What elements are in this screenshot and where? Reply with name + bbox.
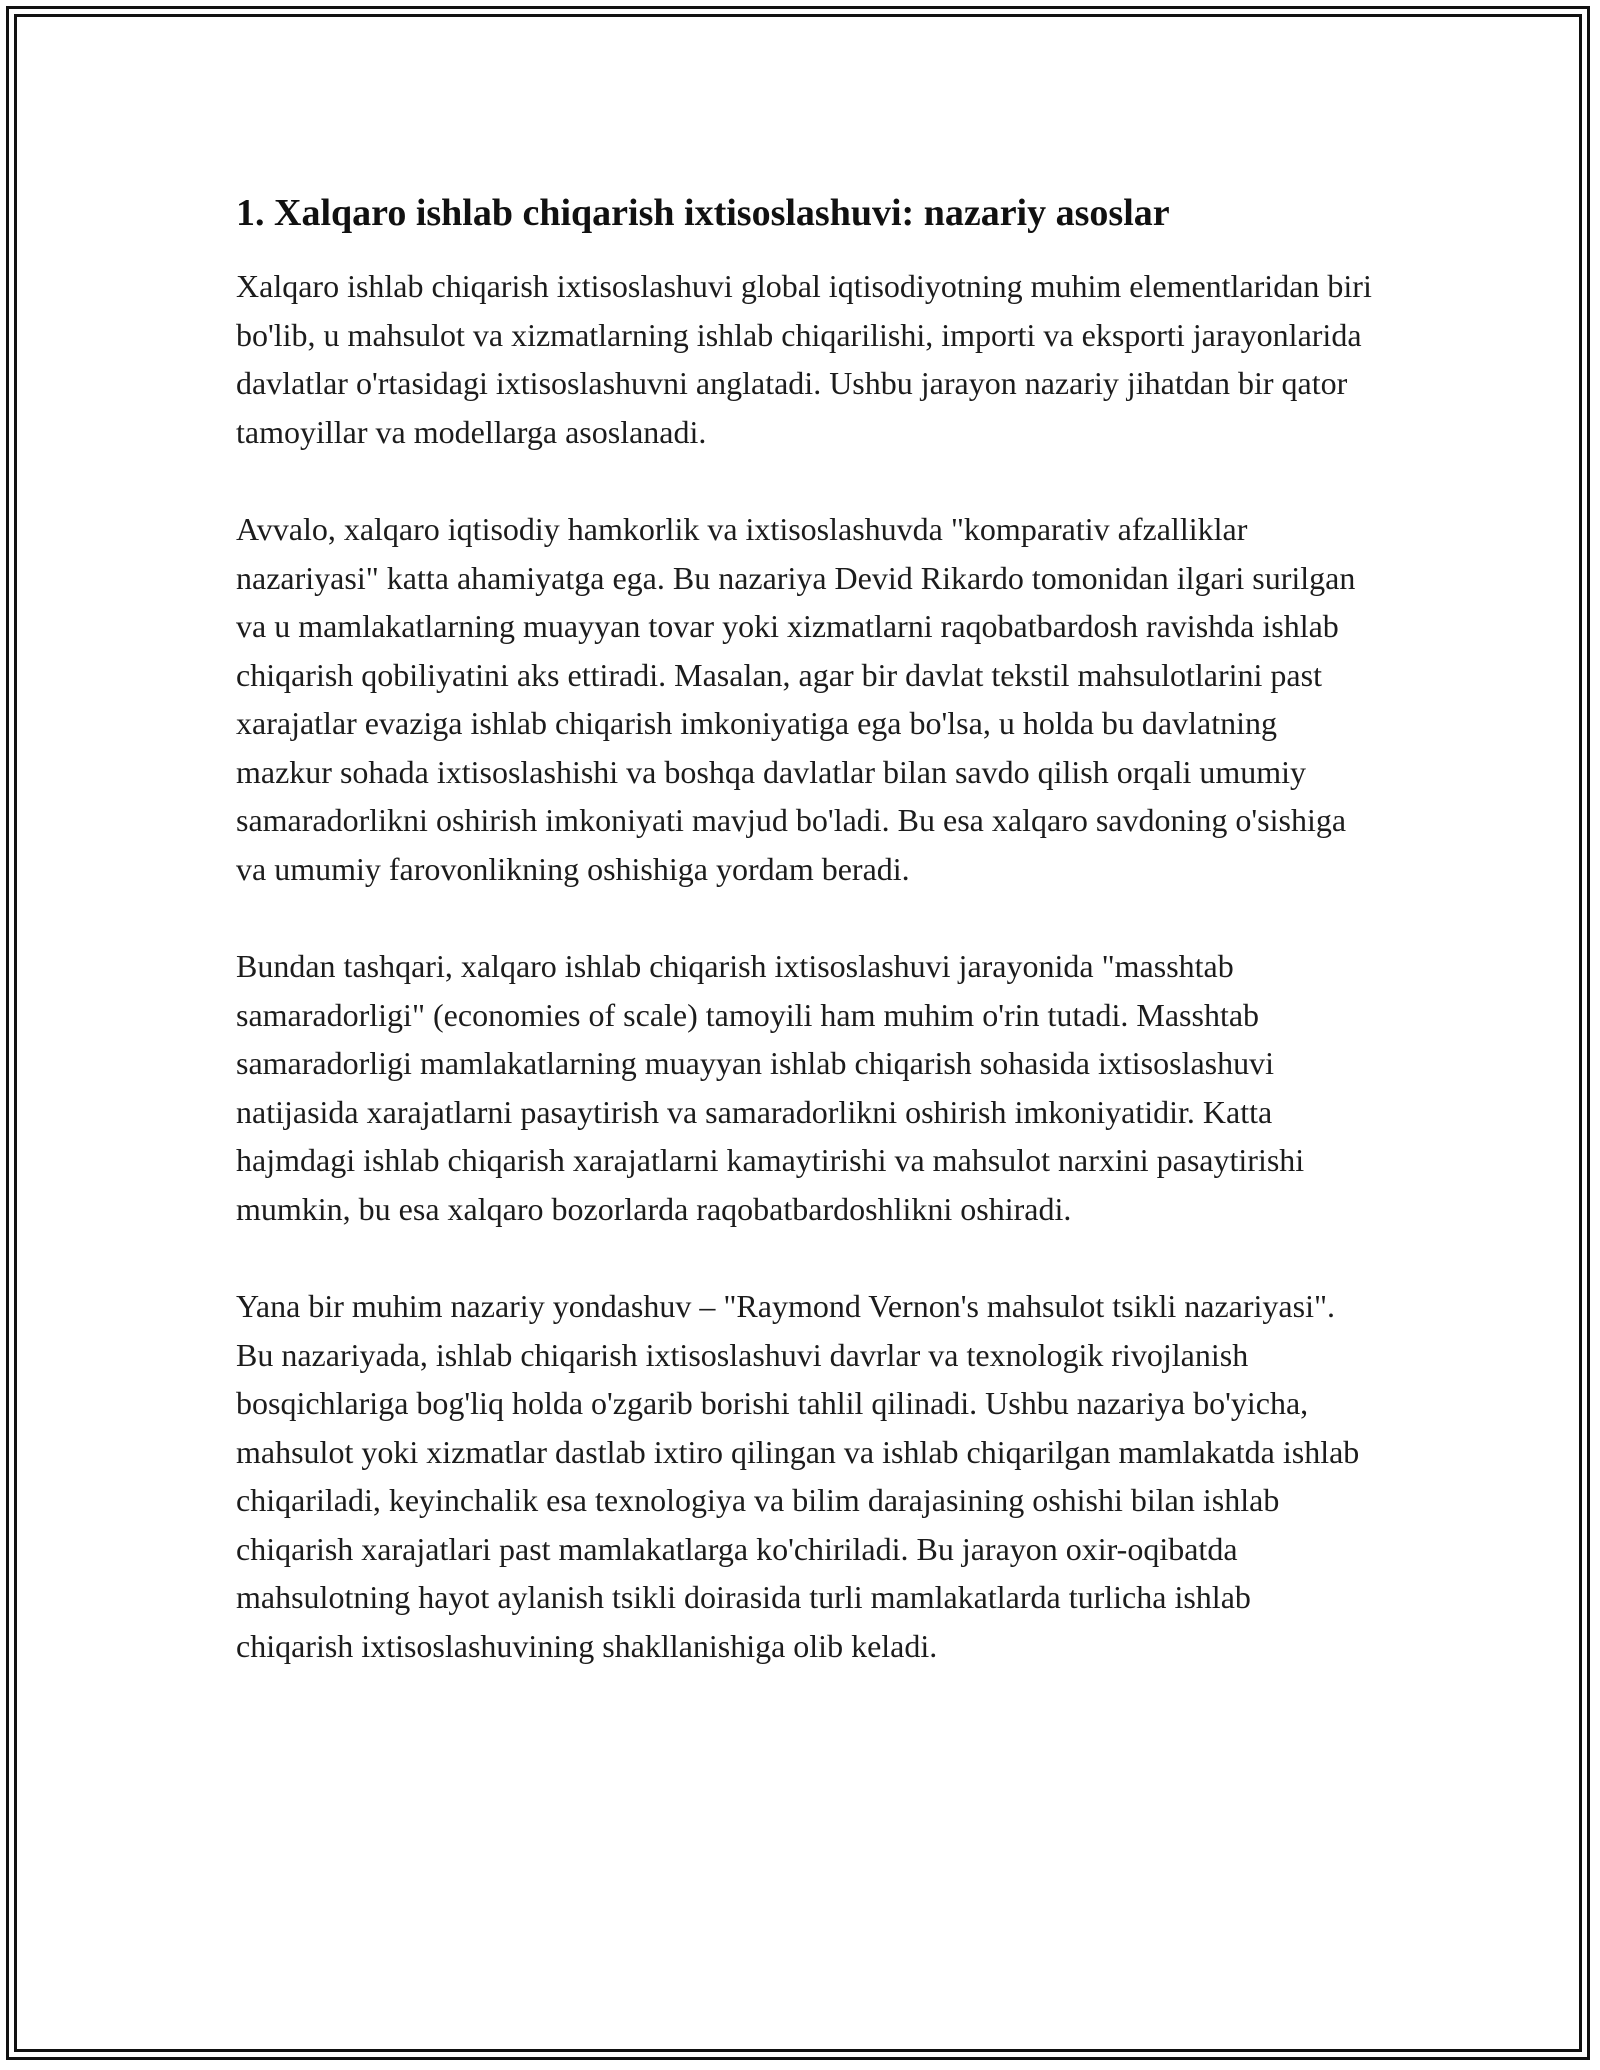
paragraph-comparative-advantage: Avvalo, xalqaro iqtisodiy hamkorlik va ixtisoslashuvda "komparativ afzalliklar nazariyasi" katta ahamiyatga ega. Bu nazariya Devid Rikardo tomonidan ilgari surilgan va u mamlakatlarning muayyan tovar yoki xizmatlarni raqobatbardosh ravishda ishlab chiqarish qobiliyatini aks ettiradi. Masalan, agar bir davlat tekstil mahsulotlarini past xarajatlar evaziga ishlab chiqarish imkoniyatiga ega bo'lsa, u holda bu davlatning mazkur sohada ixtisoslashishi va boshqa davlatlar bilan savdo qilish orqali umumiy samaradorlikni oshirish imkoniyati mavjud bo'ladi. Bu esa xalqaro savdoning o'sishiga va umumiy farovonlikning oshishiga yordam beradi. <box>236 511 1356 887</box>
section-heading: 1. Xalqaro ishlab chiqarish ixtisoslashuvi: nazariy asoslar <box>236 192 1170 234</box>
document-body <box>236 188 1376 1670</box>
paragraph-economies-of-scale: Bundan tashqari, xalqaro ishlab chiqarish ixtisoslashuvi jarayonida "masshtab samaradorligi" (economies of scale) tamoyili ham muhim o'rin tutadi. Masshtab samaradorligi mamlakatlarning muayyan ishlab chiqarish sohasida ixtisoslashuvi natijasida xarajatlarni pasaytirish va samaradorlikni oshirish imkoniyatidir. Katta hajmdagi ishlab chiqarish xarajatlarni kamaytirishi va mahsulot narxini pasaytirishi mumkin, bu esa xalqaro bozorlarda raqobatbardoshlikni oshiradi. <box>236 948 1305 1227</box>
paragraph-intro: Xalqaro ishlab chiqarish ixtisoslashuvi global iqtisodiyotning muhim elementlaridan biri bo'lib, u mahsulot va xizmatlarning ishlab chiqarilishi, importi va eksporti jarayonlarida davlatlar o'rtasidagi ixtisoslashuvni anglatadi. Ushbu jarayon nazariy jihatdan bir qator tamoyillar va modellarga asoslanadi. <box>236 268 1372 450</box>
paragraph-product-cycle: Yana bir muhim nazariy yondashuv – "Raymond Vernon's mahsulot tsikli nazariyasi". Bu nazariyada, ishlab chiqarish ixtisoslashuvi davrlar va texnologik rivojlanish bosqichlariga bog'liq holda o'zgarib borishi tahlil qilinadi. Ushbu nazariya bo'yicha, mahsulot yoki xizmatlar dastlab ixtiro qilingan va ishlab chiqarilgan mamlakatda ishlab chiqariladi, keyinchalik esa texnologiya va bilim darajasining oshishi bilan ishlab chiqarish xarajatlari past mamlakatlarga ko'chiriladi. Bu jarayon oxir-oqibatda mahsulotning hayot aylanish tsikli doirasida turli mamlakatlarda turlicha ishlab chiqarish ixtisoslashuvining shakllanishiga olib keladi. <box>236 1288 1360 1664</box>
